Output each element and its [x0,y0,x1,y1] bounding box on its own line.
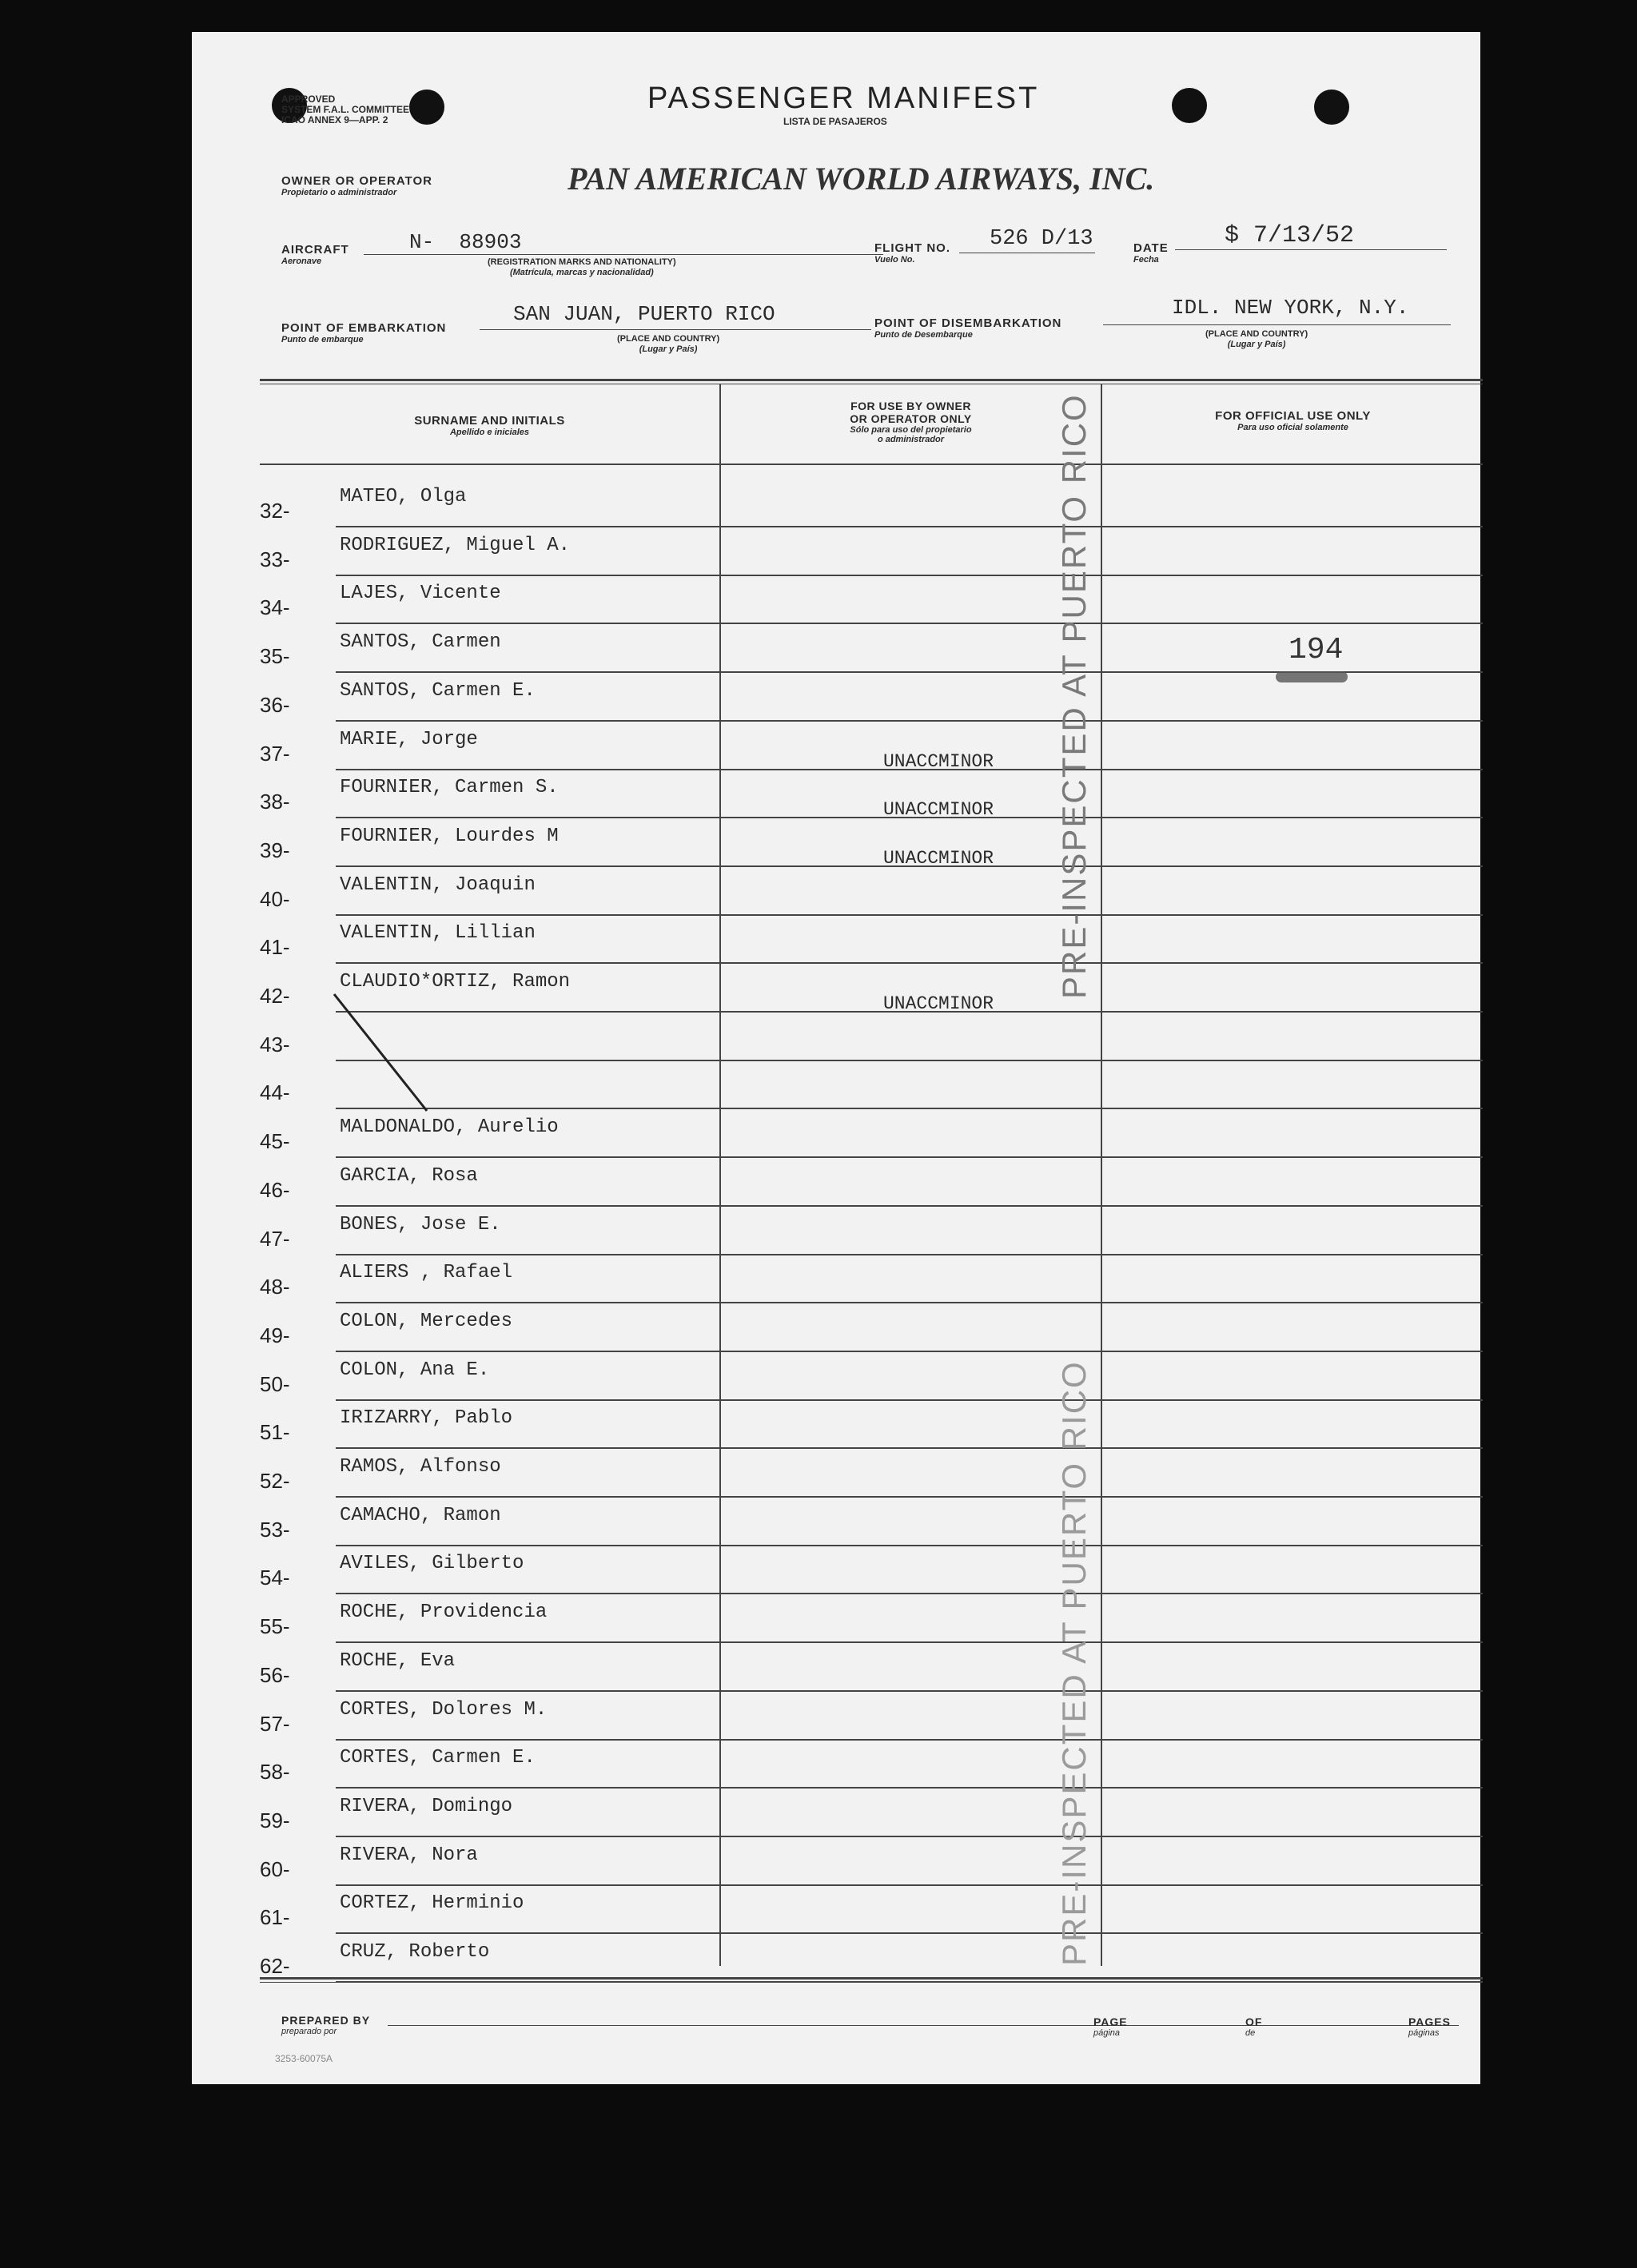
table-row [260,1546,1491,1594]
punch-hole-2 [409,90,444,125]
table-row [260,479,1491,527]
embark-underline [480,329,871,330]
row-number: 54- [260,1566,290,1590]
manifest-sheet [192,32,1480,2084]
table-row [260,1595,1491,1643]
operator-note: UNACCMINOR [883,993,994,1014]
embark-place-note-en: (PLACE AND COUNTRY) [617,334,720,344]
passenger-name: MARIE, Jorge [340,728,478,750]
col2-header-es-line2: o administrador [877,435,945,444]
row-number: 53- [260,1517,290,1542]
pages-label: PAGES [1408,2015,1451,2028]
passenger-name: CORTES, Dolores M. [340,1698,548,1721]
passenger-name: COLON, Mercedes [340,1310,513,1332]
flight-label: FLIGHT NO. [874,241,950,255]
row-number: 50- [260,1371,290,1396]
passenger-name: RIVERA, Domingo [340,1795,513,1817]
prepared-by-label-es: preparado por [281,2027,337,2036]
row-number: 38- [260,790,290,814]
row-number: 41- [260,935,290,960]
table-row [260,1255,1491,1303]
passenger-name: RAMOS, Alfonso [340,1456,501,1478]
blank-rows-slash [328,991,448,1119]
owner-label-es: Propietario o administrador [281,188,397,197]
disembark-label: POINT OF DISEMBARKATION [874,316,1062,330]
row-number: 44- [260,1080,290,1105]
row-rule [336,1545,1483,1546]
col2-header [721,400,1101,444]
official-number: 194 [1288,633,1344,667]
flight-label-block [874,241,950,265]
of-label: OF [1245,2015,1263,2028]
row-number: 36- [260,692,290,717]
row-rule [336,1156,1483,1158]
registration-note-en: (REGISTRATION MARKS AND NATIONALITY) [488,257,676,267]
row-number: 46- [260,1177,290,1202]
disembark-place-note [1205,329,1308,349]
row-rule [336,1011,1483,1013]
table-row [260,868,1491,916]
approval-block [281,94,409,125]
page-label-block [1093,2015,1128,2038]
row-rule [336,1884,1483,1886]
passenger-name: CAMACHO, Ramon [340,1504,501,1526]
aircraft-value: N- 88903 [409,230,522,254]
row-rule [336,1399,1483,1401]
embark-label-block [281,321,446,344]
of-label-block [1245,2015,1262,2038]
disembark-place-note-en: (PLACE AND COUNTRY) [1205,329,1308,339]
row-number: 60- [260,1856,290,1881]
row-number: 40- [260,886,290,911]
row-rule [336,1739,1483,1741]
embark-label: POINT OF EMBARKATION [281,321,447,335]
row-number: 57- [260,1711,290,1736]
form-code: 3253-60075A [275,2053,333,2064]
table-row [260,528,1491,576]
page-label: PAGE [1093,2015,1128,2028]
row-rule [336,1496,1483,1498]
date-label: DATE [1133,241,1169,255]
row-number: 58- [260,1760,290,1785]
form-title-es: LISTA DE PASAJEROS [783,116,887,127]
preinspection-stamp-1: PRE-INSPECTED AT PUERTO RICO [1055,393,1093,999]
row-rule [336,623,1483,624]
punch-hole-3 [1172,88,1207,123]
row-rule [336,1254,1483,1255]
row-number: 45- [260,1129,290,1154]
passenger-name: VALENTIN, Lillian [340,922,536,945]
row-rule [336,1690,1483,1692]
passenger-name: MALDONALDO, Aurelio [340,1116,559,1139]
passenger-name: ROCHE, Providencia [340,1602,548,1624]
col3-header-en: FOR OFFICIAL USE ONLY [1215,409,1371,423]
col2-header-line1: FOR USE BY OWNER [850,400,971,412]
row-rule [336,865,1483,867]
official-number-scribble [1276,671,1348,682]
table-row [260,1741,1491,1789]
row-number: 47- [260,1226,290,1251]
table-row [260,1789,1491,1837]
row-number: 61- [260,1905,290,1930]
passenger-name: LAJES, Vicente [340,583,501,605]
passenger-name: ALIERS , Rafael [340,1262,513,1284]
page-label-es: página [1093,2028,1121,2038]
prepared-by-line [388,2025,1459,2026]
col1-header-es: Apellido e iniciales [449,428,530,437]
prepared-by-block [281,2014,370,2036]
table-bottom-rule-2 [260,1982,1483,1983]
row-rule [336,1302,1483,1303]
row-rule [336,1447,1483,1449]
passenger-name: AVILES, Gilberto [340,1553,524,1575]
operator-note: UNACCMINOR [883,847,994,869]
table-row [260,1208,1491,1255]
table-row [260,1401,1491,1449]
row-rule [336,1836,1483,1837]
row-number: 48- [260,1275,290,1299]
disembark-label-es: Punto de Desembarque [874,330,973,340]
operator-note: UNACCMINOR [883,750,994,772]
table-row [260,576,1491,624]
prepared-by-label: PREPARED BY [281,2014,371,2027]
aircraft-label-block [281,243,349,266]
table-row [260,1498,1491,1546]
punch-hole-4 [1314,90,1349,125]
row-rule [336,914,1483,916]
row-number: 59- [260,1808,290,1832]
col2-header-es-line1: Sólo para uso del propietario [850,425,972,435]
passenger-name: ROCHE, Eva [340,1649,456,1672]
row-rule [336,769,1483,770]
table-row [260,1838,1491,1886]
pages-label-es: páginas [1408,2028,1440,2038]
passenger-name: CLAUDIO*ORTIZ, Ramon [340,971,571,993]
embark-label-es: Punto de embarque [281,335,364,344]
col1-header-en: SURNAME AND INITIALS [414,414,565,428]
approval-line-2: SYSTEM F.A.L. COMMITTEE [281,104,410,115]
row-number: 51- [260,1420,290,1445]
registration-note [488,257,676,277]
header-bottom-rule [260,464,1483,465]
col2-header-line2: OR OPERATOR ONLY [850,412,972,425]
table-row [260,1304,1491,1352]
row-number: 32- [260,499,290,523]
aircraft-underline [364,254,883,255]
col3-header [1103,409,1483,432]
row-number: 62- [260,1954,290,1978]
row-rule [336,575,1483,576]
pages-label-block [1408,2015,1451,2038]
row-rule [336,1205,1483,1207]
flight-label-es: Vuelo No. [874,255,915,265]
table-top-rule [260,379,1483,381]
row-number: 42- [260,984,290,1008]
passenger-name: VALENTIN, Joaquin [340,873,536,896]
date-label-block [1133,241,1169,265]
passenger-name: CORTEZ, Herminio [340,1892,524,1915]
row-number: 49- [260,1323,290,1347]
aircraft-label: AIRCRAFT [281,243,349,257]
disembark-value: IDL. NEW YORK, N.Y. [1172,296,1409,320]
registration-note-es: (Matrícula, marcas y nacionalidad) [509,268,654,277]
table-bottom-rule [260,1977,1483,1980]
aircraft-label-es: Aeronave [281,257,322,266]
table-row [260,1886,1491,1934]
row-number: 34- [260,595,290,620]
table-row [260,1935,1491,1983]
table-row [260,722,1491,770]
row-rule [336,1060,1483,1061]
row-number: 37- [260,741,290,766]
table-row [260,1644,1491,1692]
row-number: 33- [260,547,290,571]
col1-header [260,414,719,437]
disembark-label-block [874,316,1061,340]
passenger-name: SANTOS, Carmen E. [340,679,536,702]
table-row [260,1159,1491,1207]
owner-label-block [281,174,432,197]
passenger-name: RIVERA, Nora [340,1844,478,1866]
disembark-underline [1103,324,1451,325]
row-number: 56- [260,1662,290,1687]
row-rule [336,962,1483,964]
approval-line-3: ICAO ANNEX 9—APP. 2 [281,114,388,125]
embark-place-note-es: (Lugar y País) [639,344,698,354]
date-value: $ 7/13/52 [1225,222,1355,249]
row-rule [336,817,1483,818]
table-row [260,770,1491,821]
table-row [260,1353,1491,1401]
date-underline [1175,249,1447,250]
passenger-name: FOURNIER, Carmen S. [340,777,559,799]
disembark-place-note-es: (Lugar y País) [1227,340,1286,349]
date-label-es: Fecha [1133,255,1159,265]
passenger-name: IRIZARRY, Pablo [340,1407,513,1430]
row-number: 55- [260,1614,290,1639]
flight-value: 526 D/13 [990,227,1093,251]
passenger-name: COLON, Ana E. [340,1359,490,1381]
table-row [260,916,1491,964]
passenger-name: SANTOS, Carmen [340,631,501,654]
table-row [260,1693,1491,1741]
of-label-es: de [1245,2028,1256,2038]
passenger-name: GARCIA, Rosa [340,1164,478,1187]
passenger-name: CORTES, Carmen E. [340,1747,536,1769]
table-row [260,819,1491,867]
form-title: PASSENGER MANIFEST [647,82,1040,115]
row-number: 39- [260,838,290,862]
embark-value: SAN JUAN, PUERTO RICO [513,302,775,326]
row-number: 35- [260,644,290,669]
operator-name: PAN AMERICAN WORLD AIRWAYS, INC. [568,161,1155,197]
embark-place-note [617,334,719,354]
col3-header-es: Para uso oficial solamente [1237,423,1348,432]
approval-line-1: APPROVED [281,94,336,105]
passenger-name: MATEO, Olga [340,486,467,507]
row-rule [336,1641,1483,1643]
passenger-name: FOURNIER, Lourdes M [340,825,559,847]
row-rule [336,1108,1483,1109]
row-number: 43- [260,1032,290,1056]
passenger-name: CRUZ, Roberto [340,1941,490,1963]
passenger-name: RODRIGUEZ, Miguel A. [340,534,571,556]
row-rule [336,1593,1483,1594]
row-rule [336,1787,1483,1789]
operator-note: UNACCMINOR [883,799,994,821]
row-number: 52- [260,1469,290,1493]
row-rule [336,1932,1483,1934]
row-rule [336,526,1483,527]
table-row [260,1450,1491,1498]
owner-label: OWNER OR OPERATOR [281,174,432,188]
row-rule [336,1351,1483,1352]
row-rule [336,720,1483,722]
preinspection-stamp-2: PRE-INSPECTED AT PUERTO RICO [1055,1360,1093,1966]
passenger-name: BONES, Jose E. [340,1213,501,1235]
